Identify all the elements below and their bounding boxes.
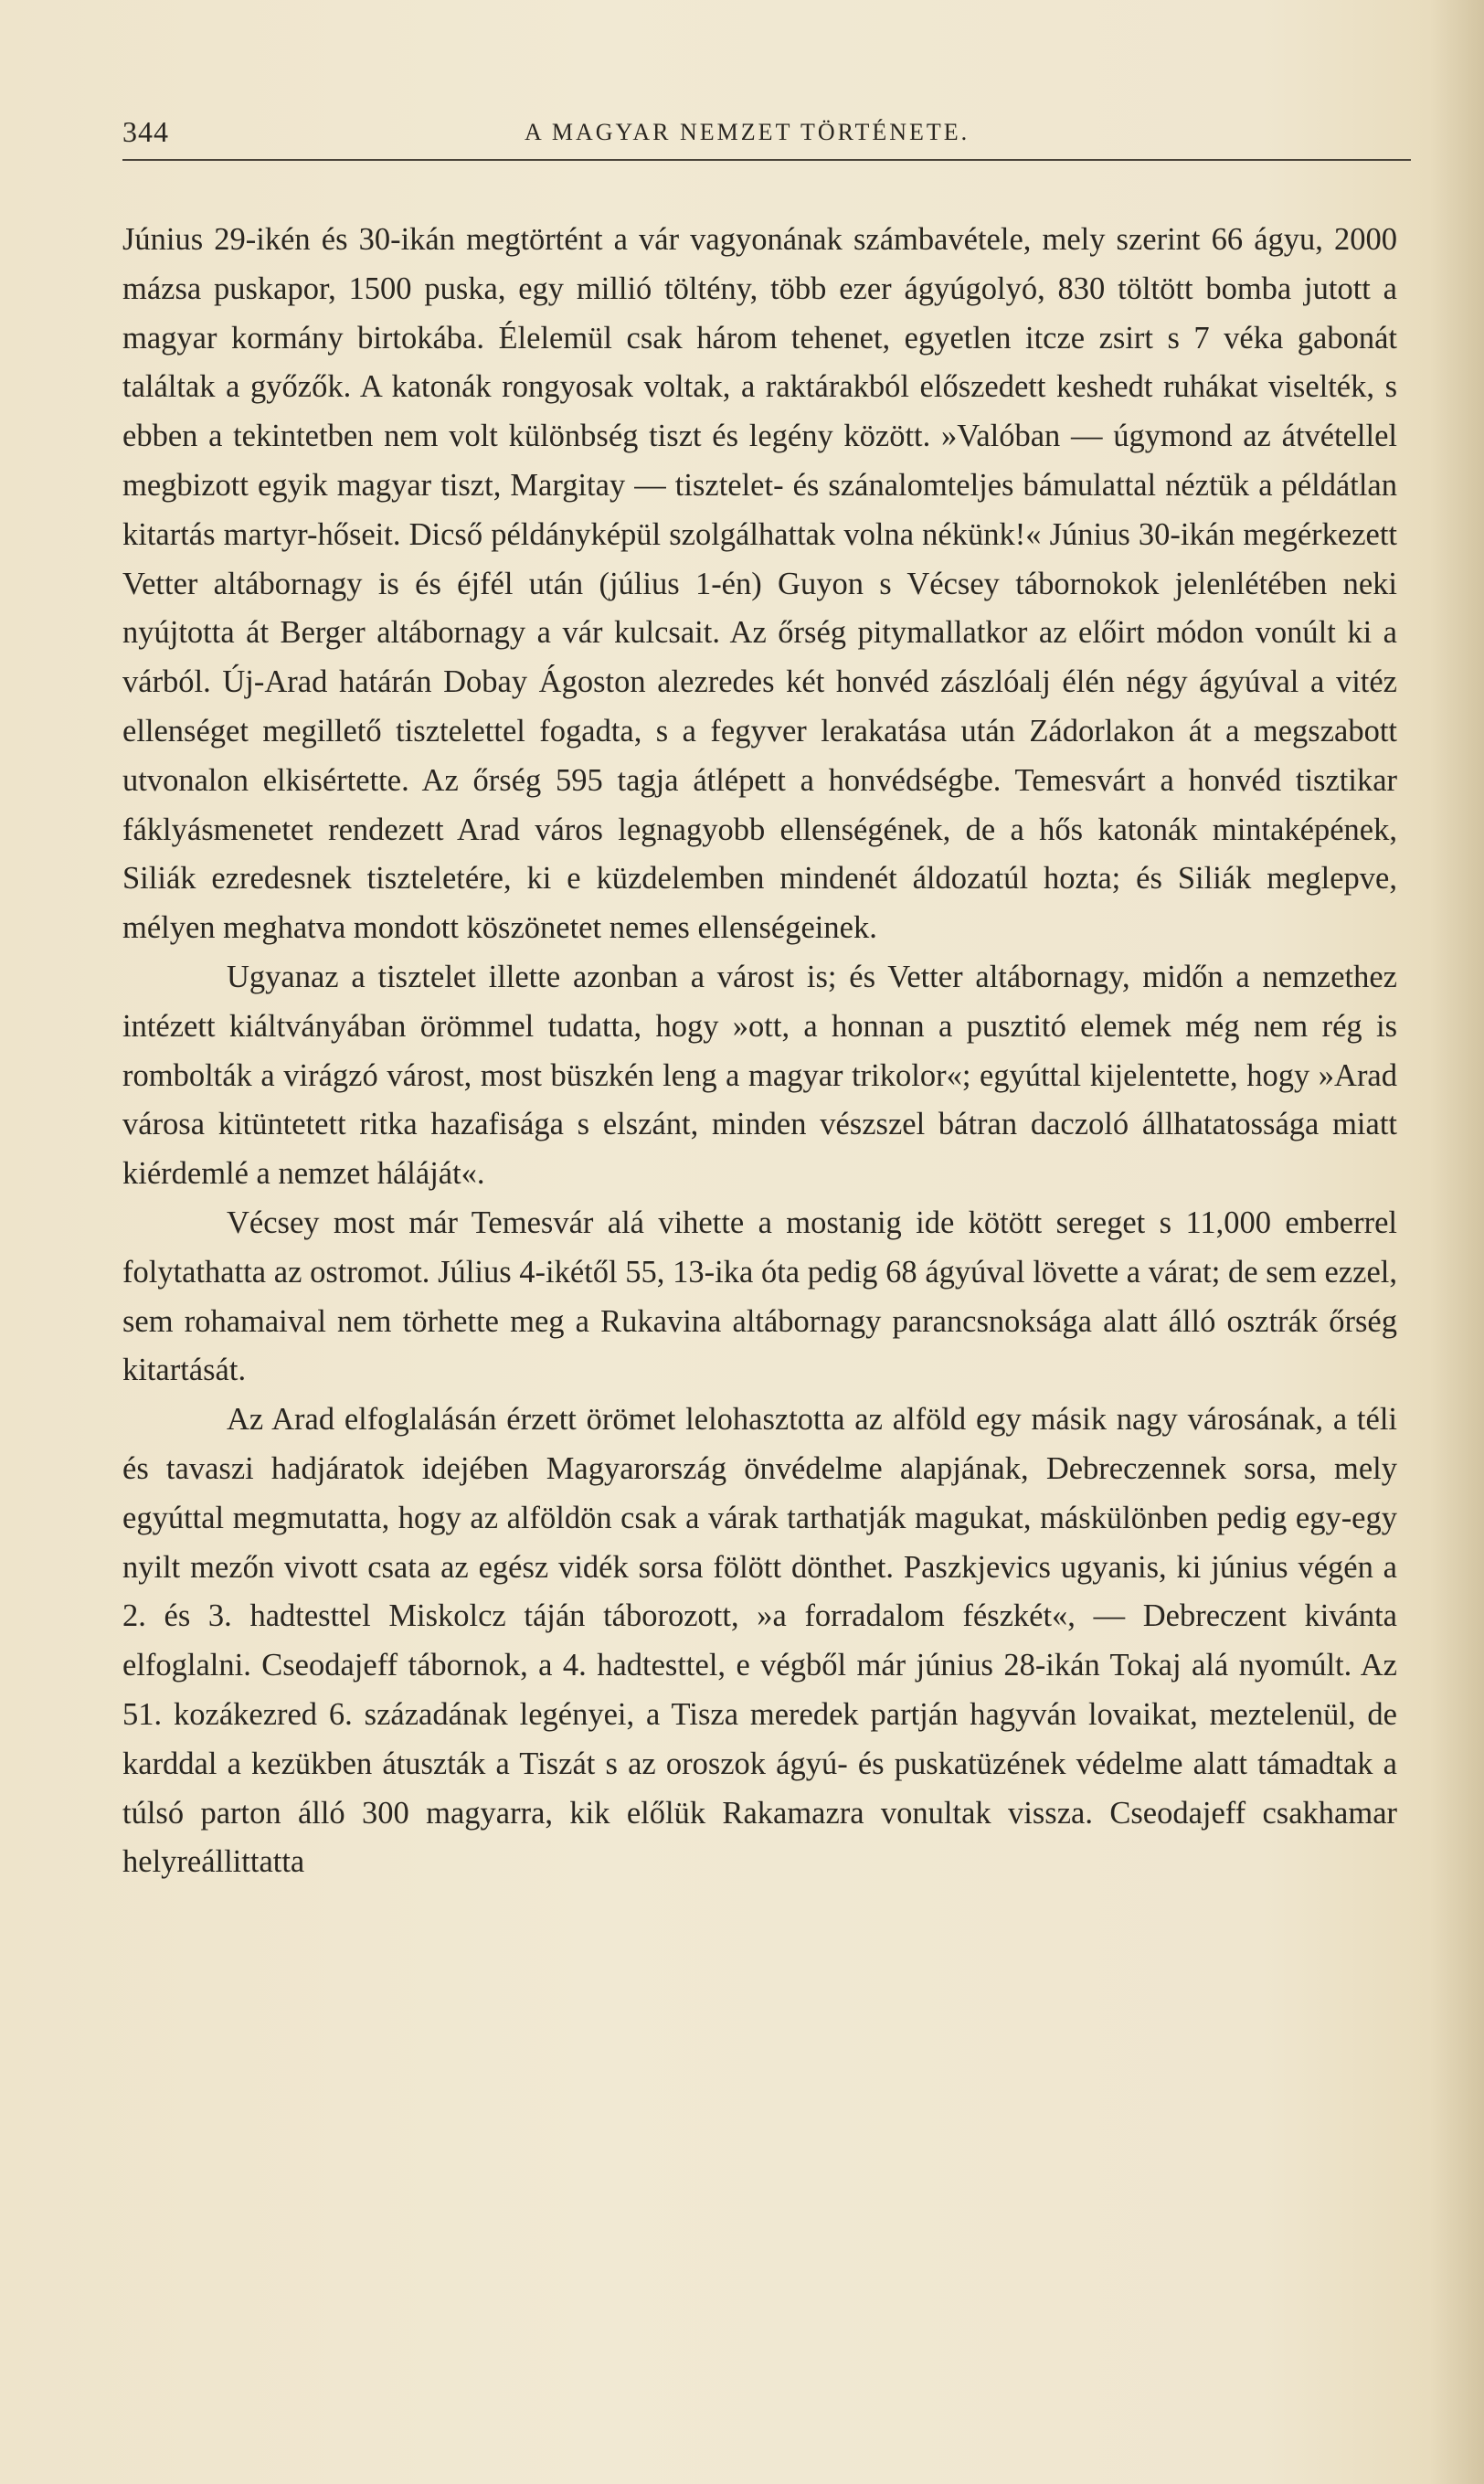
paragraph-3: Vécsey most már Temesvár alá vihette a mostanig ide kötött sereget s 11,000 emberrel folytathatta az ostromot. Július 4-ikétől 55, 13-ika óta pedig 68 ágyúval lövette a várat; de sem ezzel, sem rohamaival nem törhette meg a Rukavina altábornagy parancsnoksága alatt álló osztrák őrség kitartását. <box>122 1205 1397 1388</box>
paragraph-2: Ugyanaz a tisztelet illette azonban a várost is; és Vetter altábornagy, midőn a nemzethez intézett kiáltványában örömmel tudatta, hogy »ott, a honnan a pusztitó elemek még nem rég is rombolták a virágzó várost, most büszkén leng a magyar trikolor«; egyúttal kijelentette, hogy »Arad városa kitüntetett ritka hazafisága s elszánt, minden vészszel bátran daczoló állhatatossága miatt kiérdemlé a nemzet háláját«. <box>122 959 1397 1192</box>
body-text <box>122 216 1397 1887</box>
paragraph-1: Június 29-ikén és 30-ikán megtörtént a vár vagyonának számbavétele, mely szerint 66 ágyu, 2000 mázsa puskapor, 1500 puska, egy millió töltény, több ezer ágyúgolyó, 830 töltött bomba jutott a magyar kormány birtokába. Élelemül csak három tehenet, egyetlen itcze zsirt s 7 véka gabonát találtak a győzők. A katonák rongyosak voltak, a raktárakból előszedett keshedt ruhákat viselték, s ebben a tekintetben nem volt különbség tiszt és legény között. »Valóban — úgymond az átvétellel megbizott egyik magyar tiszt, Margitay — tisztelet- és szánalomteljes bámulattal néztük a példátlan kitartás martyr-hőseit. Dicső példányképül szolgálhattak volna nékünk!« Június 30-ikán megérkezett Vetter altábornagy is és éjfél után (július 1-én) Guyon s Vécsey tábornokok jelenlétében neki nyújtotta át Berger altábornagy a vár kulcsait. Az őrség pitymallatkor az előirt módon vonúlt ki a várból. Új-Arad határán Dobay Ágoston alezredes két honvéd zászlóalj élén négy ágyúval a vitéz ellenséget megillető tisztelettel fogadta, s a fegyver lerakatása után Zádorlakon át a megszabott utvonalon elkisértette. Az őrség 595 tagja átlépett a honvédségbe. Temesvárt a honvéd tisztikar fáklyásmenetet rendezett Arad város legnagyobb ellenségének, de a hős katonák mintaképének, Siliák ezredesnek tiszteletére, ki e küzdelemben mindenét áldozatúl hozta; és Siliák meglepve, mélyen meghatva mondott köszönetet nemes ellenségeinek. <box>122 222 1397 946</box>
page-header <box>122 108 1411 163</box>
page-binding-shadow <box>1429 0 1484 2484</box>
paragraph-4: Az Arad elfoglalásán érzett örömet lelohasztotta az alföld egy másik nagy városának, a téli és tavaszi hadjáratok idejében Magyarország önvédelme alapjának, Debreczennek sorsa, mely egyúttal megmutatta, hogy az alföldön csak a várak tarthatják magukat, máskülönben pedig egy-egy nyilt mezőn vivott csata az egész vidék sorsa fölött dönthet. Paszkjevics ugyanis, ki június végén a 2. és 3. hadtesttel Miskolcz táján táborozott, »a forradalom fészkét«, — Debreczent kivánta elfoglalni. Cseodajeff tábornok, a 4. hadtesttel, e végből már június 28-ikán Tokaj alá nyomúlt. Az 51. kozákezred 6. századának legényei, a Tisza meredek partján hagyván lovaikat, meztelenül, de karddal a kezükben átuszták a Tiszát s az oroszok ágyú- és puskatüzének védelme alatt támadtak a túlsó parton álló 300 magyarra, kik előlük Rakamazra vonultak vissza. Cseodajeff csakhamar helyreállittatta <box>122 1402 1397 1880</box>
header-rule <box>122 159 1411 161</box>
page-number: 344 <box>122 115 169 148</box>
running-title: A MAGYAR NEMZET TÖRTÉNETE. <box>525 119 970 145</box>
